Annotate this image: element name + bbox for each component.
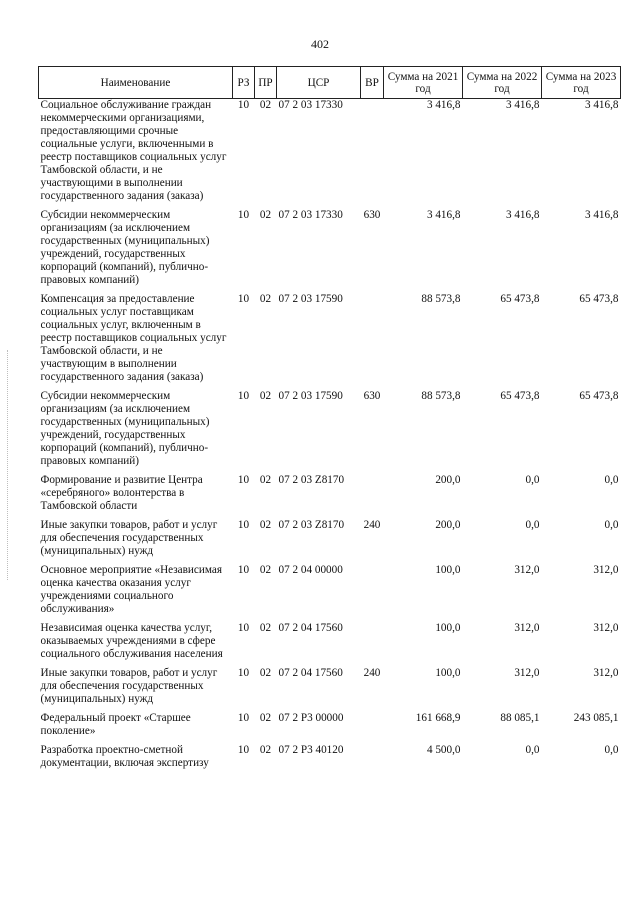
row-vr [361,474,384,519]
header-vr: ВР [361,67,384,99]
row-vr [361,622,384,667]
table-row [39,390,621,474]
row-sum-2022: 312,0 [514,667,540,679]
row-pr: 02 [259,390,272,402]
row-sum-2023: 0,0 [604,744,619,756]
row-sum-2021: 3 416,8 [426,209,461,221]
row-vr: 240 [363,519,381,531]
table-row [39,474,621,519]
row-sum-2022: 0,0 [525,744,540,756]
row-sum-2022: 3 416,8 [505,99,540,111]
row-pr: 02 [259,293,272,305]
row-sum-2021: 100,0 [435,667,461,679]
row-csr: 07 2 04 00000 [278,564,343,576]
row-name: Независимая оценка качества услуг, оказываемых учреждениями в сфере социального обслуживания населения [40,622,223,660]
row-sum-2022: 312,0 [514,622,540,634]
row-sum-2021: 3 416,8 [426,99,461,111]
row-sum-2023: 3 416,8 [584,209,619,221]
row-sum-2023: 65 473,8 [579,390,619,402]
table-row [39,209,621,293]
row-csr: 07 2 03 17590 [278,390,343,402]
row-csr: 07 2 03 17590 [278,293,343,305]
row-sum-2022: 0,0 [525,474,540,486]
row-pr: 02 [259,474,272,486]
row-sum-2021: 4 500,0 [426,744,461,756]
row-sum-2021: 100,0 [435,564,461,576]
table-row [39,712,621,744]
row-vr: 630 [363,209,381,221]
row-sum-2022: 3 416,8 [505,209,540,221]
row-vr [361,564,384,622]
row-sum-2022: 88 085,1 [500,712,540,724]
row-sum-2023: 312,0 [593,667,619,679]
row-sum-2022: 65 473,8 [500,293,540,305]
row-sum-2023: 0,0 [604,519,619,531]
row-pr: 02 [259,209,272,221]
row-rz: 10 [237,744,250,756]
row-vr [361,99,384,210]
row-name: Иные закупки товаров, работ и услуг для обеспечения государственных (муниципальных) нужд [40,519,218,557]
row-name: Формирование и развитие Центра «серебряного» волонтерства в Тамбовской области [40,474,203,512]
row-csr: 07 2 03 Z8170 [278,474,345,486]
table-row [39,744,621,776]
row-sum-2021: 88 573,8 [421,293,461,305]
row-rz: 10 [237,99,250,111]
row-csr: 07 2 03 17330 [278,209,343,221]
row-sum-2023: 0,0 [604,474,619,486]
margin-mark [7,350,9,580]
row-sum-2023: 65 473,8 [579,293,619,305]
row-name: Иные закупки товаров, работ и услуг для обеспечения государственных (муниципальных) нужд [40,667,218,705]
header-sum-2022: Сумма на 2022 год [463,67,542,99]
row-sum-2022: 312,0 [514,564,540,576]
budget-table [38,66,621,776]
header-sum-2023: Сумма на 2023 год [542,67,621,99]
row-rz: 10 [237,390,250,402]
row-vr [361,293,384,390]
header-name: Наименование [39,67,233,99]
row-csr: 07 2 03 Z8170 [278,519,345,531]
row-pr: 02 [259,712,272,724]
row-rz: 10 [237,712,250,724]
row-vr [361,712,384,744]
row-csr: 07 2 P3 40120 [278,744,344,756]
table-row [39,293,621,390]
row-sum-2023: 3 416,8 [584,99,619,111]
row-name: Субсидии некоммерческим организациям (за исключением государственных (муниципальных) учреждений, государственных корпораций (компаний), публично-правовых компаний) [40,209,210,286]
row-sum-2023: 312,0 [593,622,619,634]
row-vr: 630 [363,390,381,402]
page-number: 402 [311,37,329,51]
row-sum-2021: 200,0 [435,474,461,486]
row-name: Субсидии некоммерческим организациям (за исключением государственных (муниципальных) учреждений, государственных корпораций (компаний), публично-правовых компаний) [40,390,210,467]
row-sum-2023: 312,0 [593,564,619,576]
row-csr: 07 2 P3 00000 [278,712,344,724]
table-row [39,99,621,210]
row-rz: 10 [237,564,250,576]
row-sum-2021: 161 668,9 [415,712,461,724]
row-pr: 02 [259,564,272,576]
row-rz: 10 [237,622,250,634]
row-name: Основное мероприятие «Независимая оценка качества оказания услуг учреждениями социального обслуживания» [40,564,222,615]
row-name: Компенсация за предоставление социальных услуг поставщикам социальных услуг, включенным в реестр поставщиков социальных услуг Тамбовской области, и не участвующим в выполнении государственного задания (заказа) [40,293,227,383]
table-row [39,564,621,622]
header-rz: РЗ [233,67,255,99]
row-sum-2021: 200,0 [435,519,461,531]
header-pr: ПР [255,67,277,99]
row-rz: 10 [237,293,250,305]
row-pr: 02 [259,744,272,756]
row-rz: 10 [237,519,250,531]
header-csr: ЦСР [277,67,361,99]
row-name: Разработка проектно-сметной документации, включая экспертизу [40,744,209,769]
row-sum-2022: 65 473,8 [500,390,540,402]
row-vr [361,744,384,776]
row-name: Социальное обслуживание граждан некоммерческими организациями, предоставляющими срочные социальные услуги, включенными в реестр поставщиков социальных услуг Тамбовской области, и не участвующими в выполнении государственного задания (заказа) [40,99,227,202]
table-header-row [39,67,621,99]
row-csr: 07 2 03 17330 [278,99,343,111]
header-sum-2021: Сумма на 2021 год [384,67,463,99]
row-pr: 02 [259,519,272,531]
row-sum-2021: 100,0 [435,622,461,634]
table-row [39,622,621,667]
row-pr: 02 [259,667,272,679]
table-row [39,519,621,564]
row-pr: 02 [259,99,272,111]
table-row [39,667,621,712]
row-rz: 10 [237,209,250,221]
row-sum-2022: 0,0 [525,519,540,531]
row-sum-2023: 243 085,1 [573,712,619,724]
row-name: Федеральный проект «Старшее поколение» [40,712,191,737]
row-csr: 07 2 04 17560 [278,622,343,634]
row-rz: 10 [237,474,250,486]
row-vr: 240 [363,667,381,679]
row-pr: 02 [259,622,272,634]
row-sum-2021: 88 573,8 [421,390,461,402]
row-rz: 10 [237,667,250,679]
row-csr: 07 2 04 17560 [278,667,343,679]
